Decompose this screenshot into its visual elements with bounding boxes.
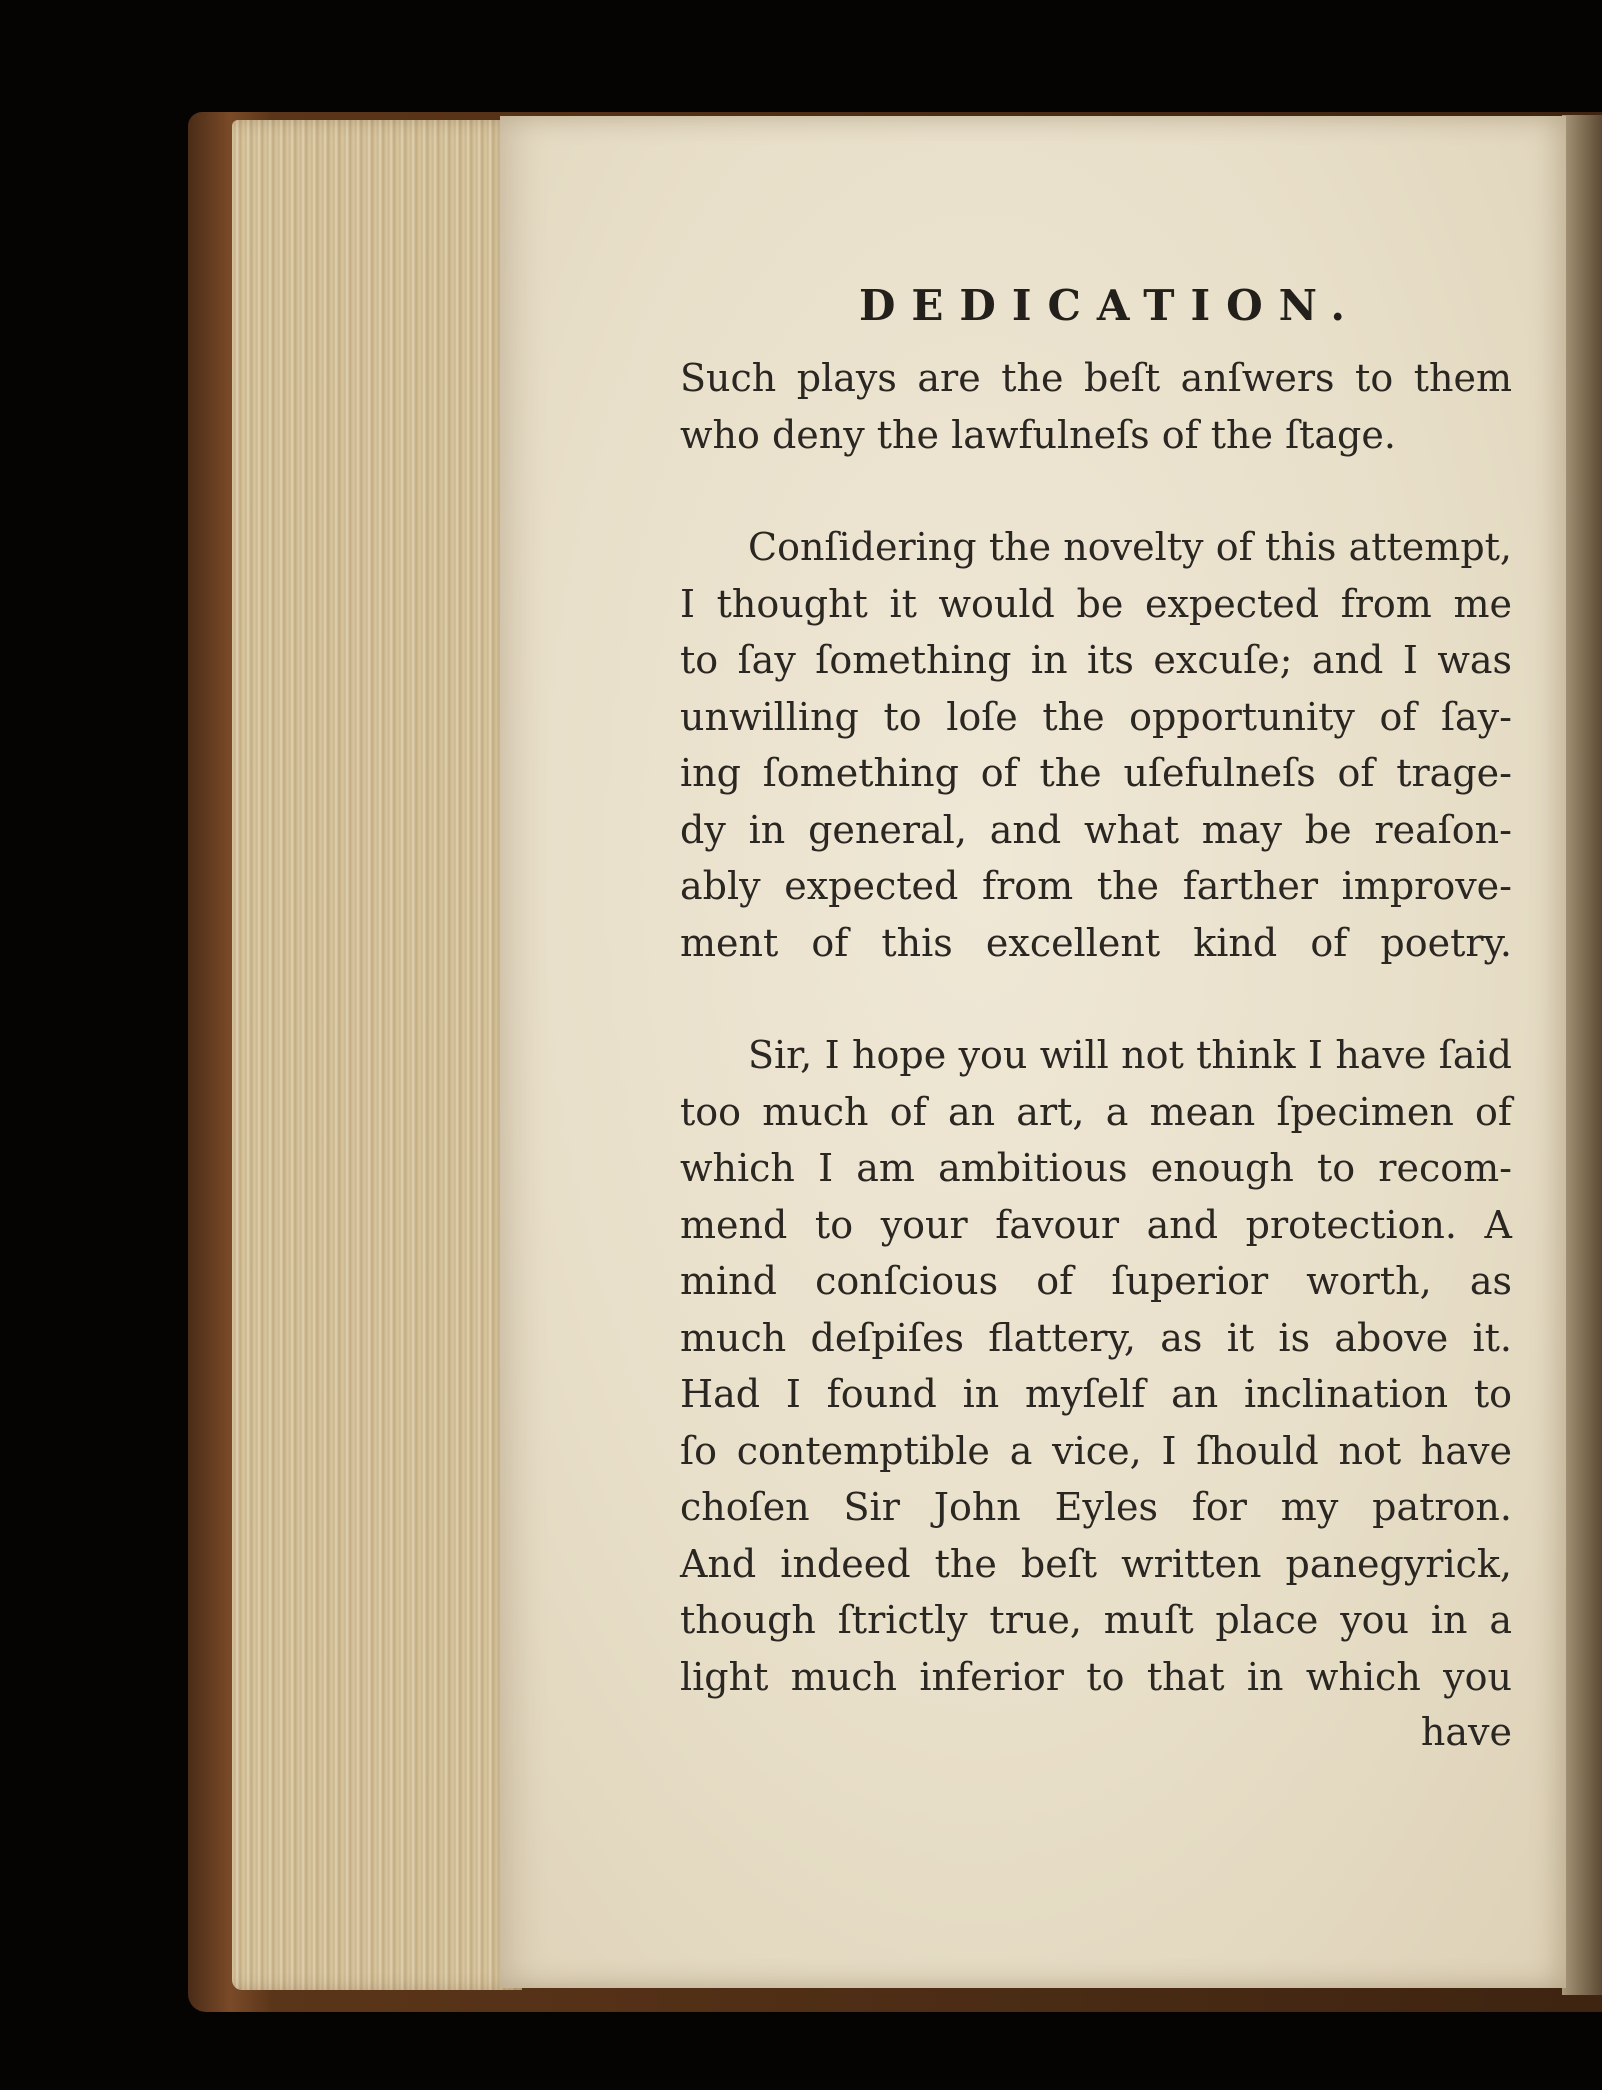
paragraph-1 [680, 350, 1512, 463]
text-line: much deſpiſes flattery, as it is above it. [680, 1315, 1512, 1360]
text-line: ably expected from the farther improve- [680, 864, 1512, 908]
page-text [680, 276, 1512, 1759]
paragraph-3 [680, 1027, 1512, 1705]
paragraph-2 [680, 519, 1512, 971]
text-line: Such plays are the beſt anſwers to them [680, 356, 1512, 400]
running-head: DEDICATION. [858, 281, 1362, 330]
text-line: mind conſcious of ſuperior worth, as [680, 1259, 1512, 1303]
catchword: have [1420, 1710, 1512, 1754]
text-line: too much of an art, a mean ſpecimen of [680, 1089, 1512, 1134]
text-line: who deny the lawfulneſs of the ſtage. [680, 412, 1396, 457]
text-line: mend to your favour and protection. A [680, 1202, 1512, 1247]
facing-page-edge [1562, 115, 1602, 1995]
text-line: Sir, I hope you will not think I have ſaid [748, 1033, 1512, 1077]
text-line: dy in general, and what may be reaſon- [680, 807, 1512, 852]
text-line: And indeed the beſt written panegyrick, [680, 1541, 1512, 1586]
text-line: ing ſomething of the uſefulneſs of trage- [680, 751, 1512, 795]
text-line: which I am ambitious enough to recom- [680, 1146, 1512, 1190]
text-line: choſen Sir John Eyles for my patron. [680, 1485, 1512, 1529]
text-line: to ſay ſomething in its excuſe; and I was [680, 638, 1512, 682]
text-line: ment of this excellent kind of poetry. [680, 920, 1512, 965]
text-line: ſo contemptible a vice, I ſhould not have [680, 1428, 1512, 1473]
text-line: I thought it would be expected from me [680, 581, 1512, 626]
text-line: though ſtrictly true, muſt place you in a [680, 1598, 1512, 1642]
text-line: unwilling to loſe the opportunity of ſay- [680, 694, 1512, 739]
page-block-edge [232, 120, 522, 1990]
text-line: light much inferior to that in which you [680, 1654, 1512, 1699]
text-line: Had I found in myſelf an inclination to [680, 1372, 1512, 1416]
book-page [500, 116, 1566, 1988]
text-line: Conſidering the novelty of this attempt, [748, 525, 1512, 569]
